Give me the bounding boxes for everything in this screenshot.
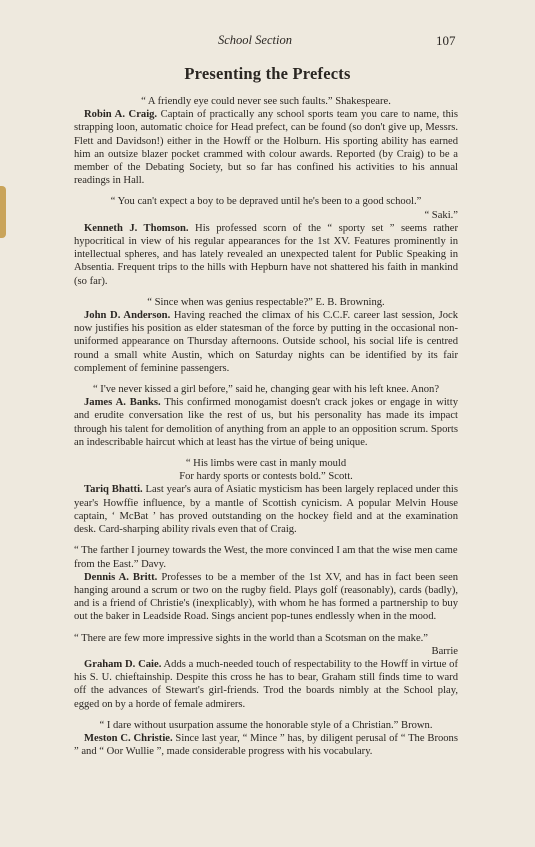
epigraph-quote: “ I've never kissed a girl before,” said he, changing gear with his left knee. Anon?: [92, 384, 440, 396]
epigraph-quote: “ The farther I journey towards the West, the more convinced I am that the wise men came from the East.” Davy.: [74, 545, 458, 570]
prefect-description: Last year's aura of Asiatic mysticism has been largely replaced under this year's Howffie influence, by a mantle of Scottish cynicism. A popular Melvin House captain, ‘ McBat ’ has proved outstanding on the hockey field and at the examination desk. Card-sharping ability rivals even that of Craig.: [74, 484, 459, 536]
epigraph-quote: “ You can't expect a boy to be depraved until he's been to a good school.”: [110, 196, 422, 208]
prefect-entry: [74, 571, 458, 624]
page-edge-mark: [0, 186, 6, 238]
epigraph-verse-line: For hardy sports or contests bold.” Scott.: [179, 471, 353, 483]
prefect-entry: [74, 658, 458, 711]
prefect-description: His professed scorn of the “ sporty set ” seems rather hypocritical in view of his regular appearances for the 1st XV. Features prominently in intellectual spheres, and has lately revealed an unexpected talent for Public Speaking in Absentia. Frequent trips to the hills with Hepburn have not shattered his faith in mankind (so far).: [74, 222, 458, 287]
running-title: School Section: [218, 33, 292, 47]
page-header: [0, 33, 535, 49]
epigraph-attribution: “ Saki.”: [424, 209, 458, 221]
epigraph-quote: “ There are few more impressive sights in the world than a Scotsman on the make.”: [74, 632, 429, 644]
page-number: 107: [436, 33, 456, 48]
prefect-name: Robin A. Craig.: [84, 109, 158, 121]
prefect-name: Kenneth J. Thomson.: [84, 222, 189, 234]
epigraph-verse-line: “ His limbs were cast in manly mould: [185, 458, 347, 470]
prefect-entry: [74, 222, 458, 288]
article-body: [74, 95, 458, 766]
prefect-description: Professes to be a member of the 1st XV, and has in fact been seen hanging around a scrum or two on the rugby field. Plays golf (reasonably), cards (badly), and is a friend of Christie's (inexplicably), with whom he has formed a partnership to buy out the baker in Leadside Road. Sings ancient pop-tunes endlessly when in the mood.: [74, 571, 458, 623]
epigraph-quote: “ I dare without usurpation assume the honorable style of a Christian.” Brown.: [99, 719, 433, 731]
prefect-description: This confirmed monogamist doesn't crack jokes or engage in witty and erudite conversation like the rest of us, but his personality has made its impact through his talent for demolition of anything from an apple to an opposition scrum. Sports an indescribable haircut which at least has the virtue of being unique.: [74, 397, 458, 448]
epigraph-quote: “ A friendly eye could never see such faults.” Shakespeare.: [141, 96, 391, 107]
prefect-description: Adds a much-needed touch of respectability to the Howff in virtue of his S. U. chieftainship. Despite this cross he has to bear, Graham still finds time to ward off the advances of Stewart's girl-friends. Trod the boards nimbly at the School play, egged on by a horde of female admirers.: [74, 658, 459, 710]
prefect-entry: [74, 309, 458, 375]
epigraph-quote: “ Since when was genius respectable?” E. B. Browning.: [147, 296, 385, 308]
prefect-description: Having reached the climax of his C.C.F. career last session, Jock now justifies his position as elder statesman of the force by putting in the occasional non-uniformed appearance on Thursday afternoons. Outside school, his social life is centred round a small white Austin, which on Saturday nights can be identified by its fair complement of feminine passengers.: [74, 310, 459, 374]
prefect-entry: [74, 108, 458, 187]
prefect-description: Since last year, “ Mince ” has, by diligent perusal of “ The Broons ” and “ Oor Wullie ”, made considerable progress with his vocabulary.: [74, 732, 458, 758]
prefect-entry: [74, 483, 458, 536]
prefect-name: Tariq Bhatti.: [84, 484, 143, 496]
prefect-name: James A. Banks.: [84, 397, 161, 409]
prefect-name: Meston C. Christie.: [84, 732, 173, 744]
prefect-entry: [74, 732, 458, 758]
prefect-name: John D. Anderson.: [84, 310, 171, 322]
prefect-entry: [74, 396, 458, 449]
prefect-name: Graham D. Caie.: [84, 658, 162, 670]
prefect-name: Dennis A. Britt.: [84, 571, 158, 583]
prefect-description: Captain of practically any school sports team you care to name, this strapping loon, automatic choice for Head prefect, can be found (so don't give up, Messrs. Flett and Davidson!) either in the Howff or the Holburn. His sporting ability has earned him an outsize blazer pocket crammed with colour awards. Reported (by Craig) to be a member of the Debating Society, but so far has confined his activities to his annual readings in Hall.: [74, 109, 458, 187]
page-title: Presenting the Prefects: [184, 64, 351, 83]
epigraph-attribution: Barrie: [431, 645, 458, 657]
